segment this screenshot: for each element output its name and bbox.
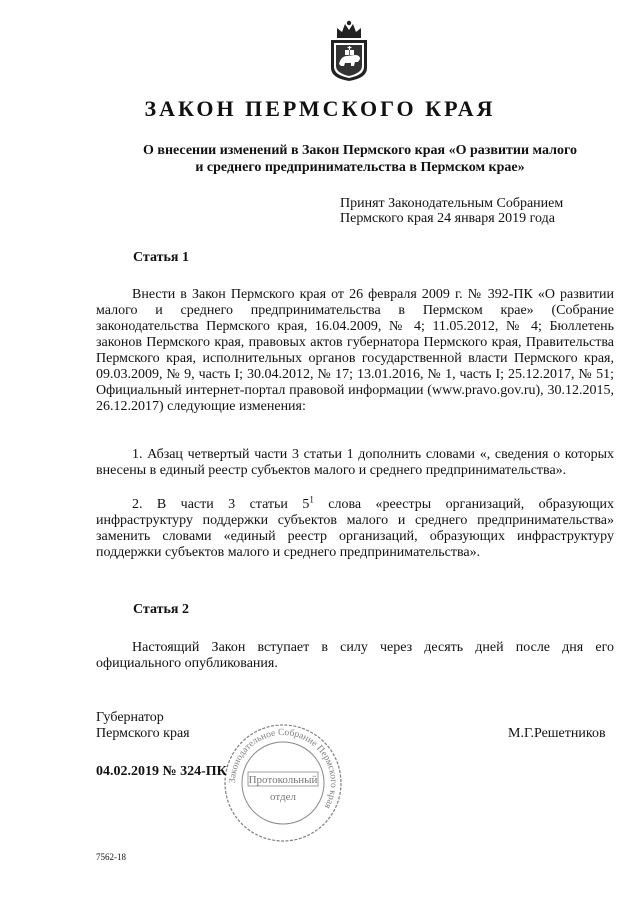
article-1-heading: Статья 1 (133, 250, 189, 265)
signer-title-line: Губернатор (96, 710, 164, 725)
law-subtitle-line: О внесении изменений в Закон Пермского края «О развитии малого (143, 143, 577, 158)
article-1-item-2 (96, 494, 614, 561)
perm-krai-coat-of-arms-icon (325, 18, 373, 82)
article-2-text (96, 640, 614, 672)
registration-number: 04.02.2019 № 324-ПК (96, 764, 227, 779)
adoption-note (340, 196, 563, 226)
footer-code: 7562-18 (96, 852, 126, 862)
law-subtitle-line: и среднего предпринимательства в Пермском крае» (195, 160, 525, 175)
article-1-item-2-text-after: слова «реестры организаций, образующих инфраструктуру поддержки субъектов малого и среднего предпринимательства» заменить словами «единый реестр организаций, образующих инфраструктуру поддержки субъектов малого и среднего предпринимательства». (96, 497, 614, 560)
protocol-department-stamp (222, 722, 344, 844)
article-1-intro-text: Внести в Закон Пермского края от 26 февраля 2009 г. № 392-ПК «О развитии малого и среднего предпринимательства в Пермском крае» (Собрание законодательства Пермского края, 16.04.2009, № 4; 11.05.2012, № 4; Бюллетень законов Пермского края, правовых актов губернатора Пермского края, Правительства Пермского края, исполнительных органов государственной власти Пермского края, 09.03.2009, № 9, часть I; 30.04.2012, № 17; 13.01.2016, № 1, часть I; 25.12.2017, № 51; Официальный интернет-портал правовой информации (www.pravo.gov.ru), 30.12.2015, 26.12.2017) следующие изменения: (96, 287, 614, 414)
article-1-item-1-text: 1. Абзац четвертый части 3 статьи 1 дополнить словами «, сведения о которых внесены в единый реестр субъектов малого и среднего предпринимательства». (96, 447, 614, 478)
article-1-intro (96, 287, 614, 415)
signer-title (96, 710, 190, 742)
stamp-inner-line: Протокольный (248, 774, 318, 786)
stamp-ring-text: Законодательное Собрание Пермского края (227, 727, 339, 811)
adoption-note-line: Пермского края 24 января 2019 года (340, 211, 555, 226)
stamp-inner-line: отдел (270, 791, 296, 803)
article-2-heading: Статья 2 (133, 602, 189, 617)
article-1-item-2-superscript: 1 (309, 494, 314, 505)
law-title: ЗАКОН ПЕРМСКОГО КРАЯ (144, 96, 496, 121)
article-2-text-content: Настоящий Закон вступает в силу через десять дней после дня его официального опубликования. (96, 640, 614, 671)
article-1-item-1 (96, 447, 614, 479)
article-1-item-2-text-before: 2. В части 3 статьи 5 (132, 497, 310, 512)
law-subtitle (110, 142, 610, 176)
adoption-note-line: Принят Законодательным Собранием (340, 196, 564, 211)
signer-name: М.Г.Решетников (508, 726, 606, 741)
signer-title-line: Пермского края (96, 726, 190, 741)
